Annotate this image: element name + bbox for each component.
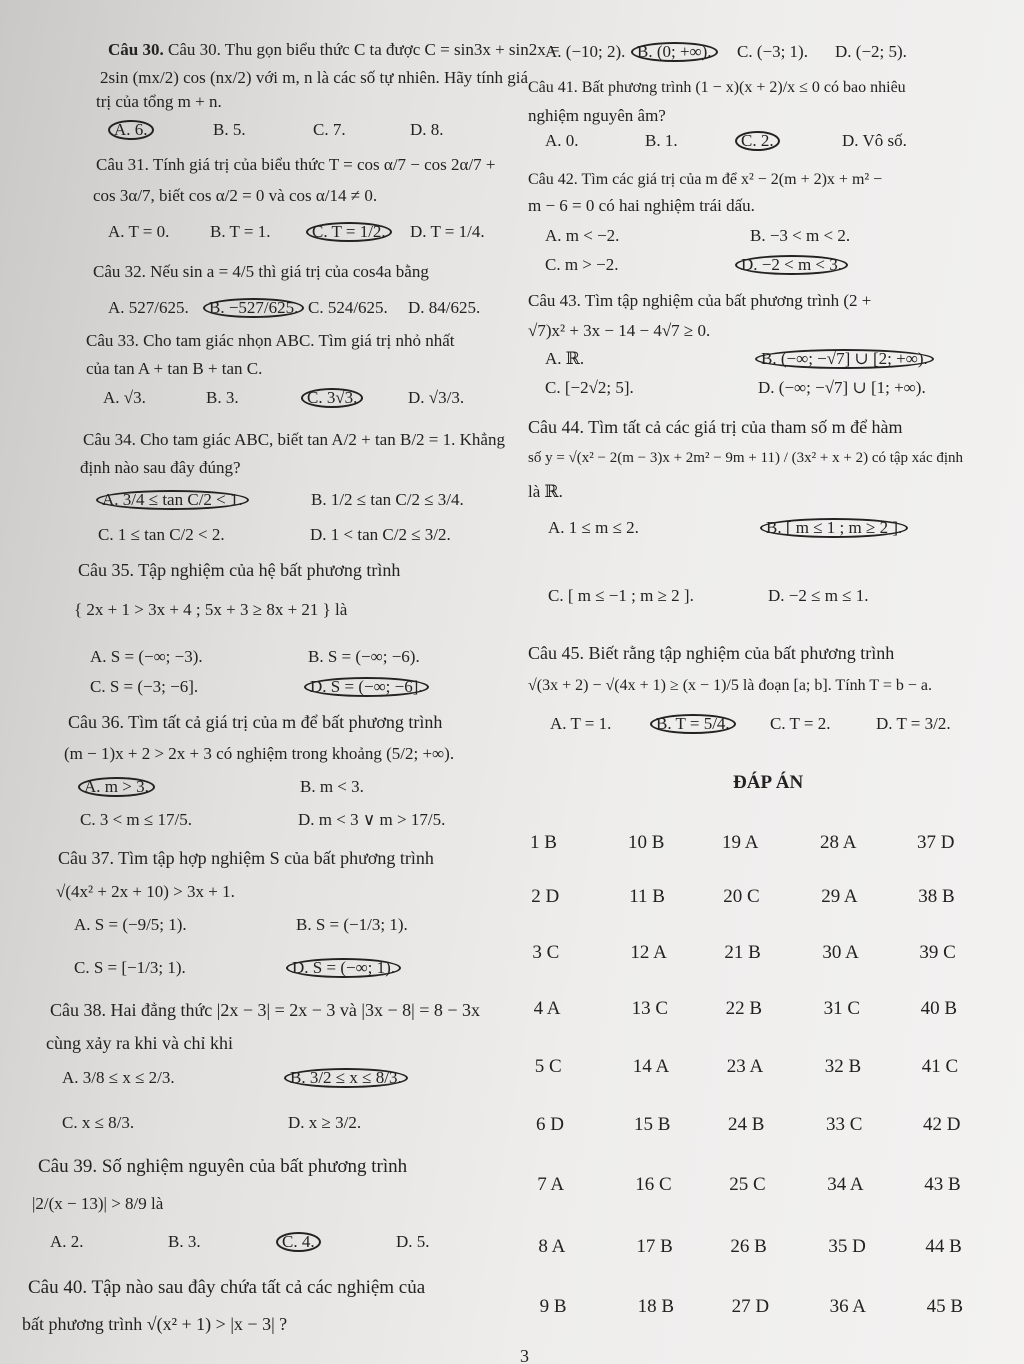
q38-option-b: B. 3/2 ≤ x ≤ 8/3.: [284, 1068, 408, 1088]
q36-line2: (m − 1)x + 2 > 2x + 3 có nghiệm trong khoảng (5/2; +∞).: [64, 744, 455, 763]
answer-key-cell: 17 B: [636, 1236, 673, 1257]
q36-option-d: D. m < 3 ∨ m > 17/5.: [298, 810, 446, 829]
q39-option-c: C. 4.: [276, 1232, 321, 1252]
answer-key-cell: 20 C: [723, 886, 760, 907]
q38-line1: Câu 38. Hai đẳng thức |2x − 3| = 2x − 3 và |3x − 8| = 8 − 3x: [50, 1000, 481, 1020]
answer-key-cell: 18 B: [637, 1296, 675, 1317]
q37-option-c: C. S = [−1/3; 1).: [74, 958, 186, 977]
q41-line1: Câu 41. Bất phương trình (1 − x)(x + 2)/x ≤ 0 có bao nhiêu: [528, 79, 906, 96]
answer-key-cell: 1 B: [530, 832, 557, 853]
q38-option-d: D. x ≥ 3/2.: [288, 1113, 362, 1132]
q43-option-d: D. (−∞; −√7] ∪ [1; +∞).: [758, 378, 926, 397]
answer-key-cell: 42 D: [923, 1114, 961, 1135]
answer-key-cell: 37 D: [917, 832, 955, 853]
q30r-option-a: A. (−10; 2).: [545, 42, 626, 61]
q36-line1: Câu 36. Tìm tất cả giá trị của m để bất phương trình: [68, 712, 443, 732]
q31-line1: Câu 31. Tính giá trị của biểu thức T = cos α/7 − cos 2α/7 +: [96, 155, 496, 174]
q40-line1: Câu 40. Tập nào sau đây chứa tất cả các nghiệm của: [28, 1277, 426, 1298]
q41-option-c: C. 2.: [735, 131, 780, 151]
q42-option-a: A. m < −2.: [545, 226, 620, 245]
q30-option-d: D. 8.: [410, 120, 444, 139]
q30r-option-c: C. (−3; 1).: [737, 42, 808, 61]
q40-line2: bất phương trình √(x² + 1) > |x − 3| ?: [22, 1314, 288, 1334]
q38-line2: cùng xảy ra khi và chỉ khi: [46, 1033, 233, 1053]
answer-key-cell: 28 A: [820, 832, 857, 853]
answer-key-cell: 22 B: [725, 998, 763, 1019]
q39-line1: Câu 39. Số nghiệm nguyên của bất phương trình: [38, 1156, 408, 1177]
answer-key-cell: 13 C: [631, 998, 669, 1019]
q42-option-c: C. m > −2.: [545, 255, 619, 274]
q30-option-a: A. 6.: [108, 120, 154, 140]
answer-key-cell: 36 A: [829, 1296, 867, 1317]
q39-option-d: D. 5.: [396, 1232, 430, 1251]
q37-option-d: D. S = (−∞; 1).: [286, 958, 401, 978]
answer-key-cell: 44 B: [925, 1236, 962, 1257]
q30-line1: [108, 40, 560, 60]
q36-option-c: C. 3 < m ≤ 17/5.: [80, 810, 192, 829]
page-number: 3: [520, 1346, 529, 1364]
q45-line2: √(3x + 2) − √(4x + 1) ≥ (x − 1)/5 là đoạn [a; b]. Tính T = b − a.: [528, 677, 932, 694]
q41-option-b: B. 1.: [645, 131, 678, 150]
q39-option-a: A. 2.: [50, 1232, 84, 1251]
answer-key-cell: 14 A: [632, 1056, 670, 1077]
q44-line2: số y = √(x² − 2(m − 3)x + 2m² − 9m + 11) / (3x² + x + 2) có tập xác định: [528, 450, 964, 466]
answer-key-cell: 10 B: [628, 832, 665, 853]
q30-option-c: C. 7.: [313, 120, 346, 139]
answer-key-cell: 2 D: [531, 886, 560, 907]
answer-key-cell: 25 C: [729, 1174, 766, 1195]
q37-line2: √(4x² + 2x + 10) > 3x + 1.: [56, 882, 235, 901]
q33-option-b: B. 3.: [206, 388, 239, 407]
q45-line1: Câu 45. Biết rằng tập nghiệm của bất phương trình: [528, 643, 895, 663]
answer-key-cell: 23 A: [726, 1056, 764, 1077]
answer-key-cell: 30 A: [822, 942, 859, 963]
answer-key-cell: 4 A: [533, 998, 561, 1019]
q36-option-b: B. m < 3.: [300, 777, 364, 796]
q44-line3: là ℝ.: [528, 482, 563, 501]
q35-line2: { 2x + 1 > 3x + 4 ; 5x + 3 ≥ 8x + 21 } là: [74, 600, 348, 619]
q33-option-d: D. √3/3.: [408, 388, 465, 407]
answer-key-cell: 31 C: [823, 998, 861, 1019]
q43-line1: Câu 43. Tìm tập nghiệm của bất phương trình (2 +: [528, 291, 872, 310]
answer-key-title: ĐÁP ÁN: [733, 772, 804, 793]
answer-key-cell: 9 B: [539, 1296, 567, 1317]
answer-key-cell: 6 D: [536, 1114, 564, 1135]
q33-line2: của tan A + tan B + tan C.: [86, 359, 263, 378]
q44-option-b: B. [ m ≤ 1 ; m ≥ 2 ].: [760, 518, 908, 538]
answer-key-cell: 7 A: [537, 1174, 565, 1195]
answer-key-cell: 21 B: [724, 942, 761, 963]
q31-option-c: C. T = 1/2.: [306, 222, 392, 242]
answer-key-cell: 24 B: [728, 1114, 765, 1135]
q31-option-b: B. T = 1.: [210, 222, 271, 241]
q37-line1: Câu 37. Tìm tập hợp nghiệm S của bất phương trình: [58, 848, 434, 868]
q44-option-a: A. 1 ≤ m ≤ 2.: [548, 518, 639, 537]
q39-option-b: B. 3.: [168, 1232, 201, 1251]
q45-option-b: B. T = 5/4.: [650, 714, 736, 734]
q30-text-1: Câu 30. Thu gọn biểu thức C ta được C = sin3x + sin2x =: [167, 40, 560, 59]
answer-key-cell: 33 C: [826, 1114, 863, 1135]
q32-option-a: A. 527/625.: [108, 298, 189, 317]
q31-option-d: D. T = 1/4.: [410, 222, 485, 241]
answer-key-cell: 15 B: [634, 1114, 671, 1135]
answer-key-cell: 39 C: [919, 942, 956, 963]
q33-option-a: A. √3.: [103, 388, 146, 407]
q30-title: Câu 30.: [108, 40, 164, 59]
q45-option-d: D. T = 3/2.: [876, 714, 951, 733]
q39-line2: |2/(x − 13)| > 8/9 là: [32, 1194, 164, 1213]
q41-line2: nghiệm nguyên âm?: [528, 106, 666, 125]
q35-line1: Câu 35. Tập nghiệm của hệ bất phương trình: [78, 560, 401, 580]
q34-line1: Câu 34. Cho tam giác ABC, biết tan A/2 + tan B/2 = 1. Khẳng: [83, 430, 505, 449]
answer-key-cell: 34 A: [827, 1174, 864, 1195]
answer-key-cell: 27 D: [731, 1296, 770, 1317]
q42-option-d: D. −2 < m < 3.: [735, 255, 848, 275]
answer-key-cell: 19 A: [722, 832, 759, 853]
q42-option-b: B. −3 < m < 2.: [750, 226, 851, 245]
q45-option-c: C. T = 2.: [770, 714, 831, 733]
q30r-option-d: D. (−2; 5).: [835, 42, 907, 61]
q35-option-a: A. S = (−∞; −3).: [90, 647, 203, 666]
answer-key-cell: 29 A: [821, 886, 858, 907]
q43-option-a: A. ℝ.: [545, 349, 585, 368]
q34-option-b: B. 1/2 ≤ tan C/2 ≤ 3/4.: [311, 490, 464, 509]
q44-option-c: C. [ m ≤ −1 ; m ≥ 2 ].: [548, 586, 694, 605]
q31-option-a: A. T = 0.: [108, 222, 170, 241]
answer-key-cell: 8 A: [538, 1236, 566, 1257]
q35-option-d: D. S = (−∞; −6].: [304, 677, 429, 697]
q33-line1: Câu 33. Cho tam giác nhọn ABC. Tìm giá trị nhỏ nhất: [86, 331, 455, 350]
q35-option-c: C. S = (−3; −6].: [90, 677, 199, 696]
q44-line1: Câu 44. Tìm tất cả các giá trị của tham số m để hàm: [528, 417, 903, 437]
answer-key-cell: 38 B: [918, 886, 955, 907]
q31-line2: cos 3α/7, biết cos α/2 = 0 và cos α/14 ≠ 0.: [93, 186, 378, 205]
q42-line2: m − 6 = 0 có hai nghiệm trái dấu.: [528, 196, 755, 215]
q30-option-b: B. 5.: [213, 120, 246, 139]
q42-line1: Câu 42. Tìm các giá trị của m để x² − 2(m + 2)x + m² −: [528, 171, 883, 188]
answer-key-cell: 41 C: [921, 1056, 959, 1077]
answer-key-cell: 45 B: [926, 1296, 964, 1317]
answer-key-cell: 11 B: [629, 886, 665, 907]
answer-key-cell: 12 A: [630, 942, 667, 963]
q33-option-c: C. 3√3.: [301, 388, 363, 408]
q37-option-a: A. S = (−9/5; 1).: [74, 915, 187, 934]
q34-option-a: A. 3/4 ≤ tan C/2 < 1.: [96, 490, 249, 510]
answer-key-cell: 26 B: [730, 1236, 767, 1257]
answer-key-cell: 16 C: [635, 1174, 672, 1195]
q34-option-d: D. 1 < tan C/2 ≤ 3/2.: [310, 525, 451, 544]
q35-option-b: B. S = (−∞; −6).: [308, 647, 420, 666]
q37-option-b: B. S = (−1/3; 1).: [296, 915, 408, 934]
q30-line2: 2sin (mx/2) cos (nx/2) với m, n là các số tự nhiên. Hãy tính giá: [100, 68, 529, 87]
q43-line2: √7)x² + 3x − 14 − 4√7 ≥ 0.: [528, 321, 711, 340]
q30r-option-b: B. (0; +∞).: [631, 42, 718, 62]
answer-key-cell: 5 C: [534, 1056, 562, 1077]
answer-key-cell: 32 B: [824, 1056, 862, 1077]
q38-option-a: A. 3/8 ≤ x ≤ 2/3.: [62, 1068, 175, 1087]
answer-key-cell: 40 B: [920, 998, 958, 1019]
q32-option-b: B. −527/625.: [203, 298, 304, 318]
q41-option-a: A. 0.: [545, 131, 579, 150]
q45-option-a: A. T = 1.: [550, 714, 612, 733]
answer-key-cell: 43 B: [924, 1174, 961, 1195]
q32-option-d: D. 84/625.: [408, 298, 481, 317]
q38-option-c: C. x ≤ 8/3.: [62, 1113, 135, 1132]
q43-option-c: C. [−2√2; 5].: [545, 378, 634, 397]
q34-line2: định nào sau đây đúng?: [80, 458, 241, 477]
q30-line3: trị của tổng m + n.: [96, 92, 222, 111]
answer-key-cell: 3 C: [532, 942, 560, 963]
q34-option-c: C. 1 ≤ tan C/2 < 2.: [98, 525, 225, 544]
q32-option-c: C. 524/625.: [308, 298, 388, 317]
q32-line1: Câu 32. Nếu sin a = 4/5 thì giá trị của cos4a bằng: [93, 262, 429, 281]
answer-key-cell: 35 D: [828, 1236, 866, 1257]
q36-option-a: A. m > 3.: [78, 777, 155, 797]
q44-option-d: D. −2 ≤ m ≤ 1.: [768, 586, 869, 605]
q41-option-d: D. Vô số.: [842, 131, 907, 150]
q43-option-b: B. (−∞; −√7] ∪ [2; +∞).: [755, 349, 934, 369]
